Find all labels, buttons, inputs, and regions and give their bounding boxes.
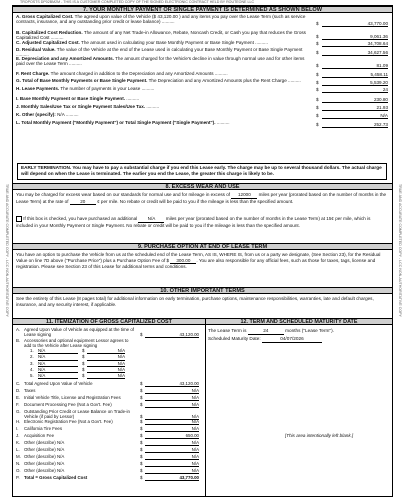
dollar-sign: $ xyxy=(140,401,143,407)
item-letter: F. xyxy=(16,401,20,407)
item-letter: M. xyxy=(16,454,21,459)
item-label: Outstanding Prior Credit or Lease Balance on Trade-in Vehicle (if paid by Lessor) xyxy=(24,408,130,419)
item-label: Other (describe) N/A xyxy=(24,454,65,459)
item-amount: N/A xyxy=(145,447,199,453)
excess-wear-text-3: ¢ per mile. No rebate or credit will be paid to you if the mileage is less than the specified amount. xyxy=(97,198,294,204)
dollar-sign: $ xyxy=(140,433,143,438)
dollar-sign: $ xyxy=(316,63,319,68)
item-amount: 43,120.00 xyxy=(145,381,199,387)
item-amount: 650.00 xyxy=(145,433,199,439)
item-letter: P. xyxy=(16,475,20,480)
purchase-option-text-2: . You are also responsible for any official fees, such as those for taxes, tags, license and registration. Please see Section 23 of this Lease for additional terms and conditions. xyxy=(16,257,376,270)
payment-row-description: The value of the Vehicle at the end of the Lease used in calculating your Base Monthly Payment or Base Single Payment .......... xyxy=(16,47,303,58)
dollar-sign: $ xyxy=(316,122,319,127)
accessory-number: 1. xyxy=(30,348,34,353)
purchase-option-text-1: You have an option to purchase the Vehicle from us at the scheduled end of the Lease Term, AS IS, WHERE IS, from us or a party we designate, (See Section 23), for the Residual Value on line 7D above ("Purchase Price") plus a Purchase Option Fee of $ xyxy=(16,252,381,263)
payment-row-letter: C. xyxy=(16,40,21,45)
payment-row-letter: D. xyxy=(16,47,21,52)
payment-row-label xyxy=(16,112,306,117)
dollar-sign: $ xyxy=(316,87,319,92)
section-12-header: 12. TERM AND SCHEDULED MATURITY DATE xyxy=(205,318,392,325)
maturity-date-line xyxy=(208,336,390,343)
payment-row-amount: 34,708.64 xyxy=(322,41,388,47)
excess-mile-rate-value: 20 xyxy=(70,199,96,206)
left-margin-text: TRUE AND ACCURATE COMPLETED COPY - LCC NON-AUTHORITATIVE COPY xyxy=(5,183,9,317)
dollar-sign: $ xyxy=(140,332,143,337)
purchase-option-paragraph xyxy=(16,252,388,270)
column-divider xyxy=(205,325,206,496)
item-label: Other (describe) N/A xyxy=(24,468,65,473)
dollar-sign: $ xyxy=(140,454,143,459)
section-11-header: 11. ITEMIZATION OF GROSS CAPITALIZED COST xyxy=(13,318,205,325)
dollar-sign: $ xyxy=(140,461,143,466)
section-7-header: 7. YOUR MONTHLY PAYMENT OR SINGLE PAYMENT IS DETERMINED AS SHOWN BELOW xyxy=(13,6,392,13)
payment-row-description: The agreed upon value of the Vehicle ($ 43,120.00 ) and any items you pay over the Lease Term (such as service contracts, insurance, and any outstanding prior credit or lease balance) .......... xyxy=(16,14,306,25)
item-letter: N. xyxy=(16,461,21,466)
payment-row-label xyxy=(16,78,306,83)
dollar-sign: $ xyxy=(140,426,143,431)
lease-term-suffix: months ("Lease Term"). xyxy=(285,328,334,333)
item-letter: O. xyxy=(16,468,21,473)
purchase-option-fee-value: 300.00 xyxy=(170,258,196,265)
payment-row-title: Total Monthly Payment ("Monthly Payment") or Total Single Payment ("Single Payment"). xyxy=(21,120,216,125)
item-label: Other (describe) N/A xyxy=(24,461,65,466)
early-termination-text: EARLY TERMINATION. You may have to pay a substantial charge if you end this Lease early. The charge may be up to several thousand dollars. The actual charge will depend on when the Lease is terminated. The earlier you end the Lease, the greater this charge is likely to be. xyxy=(21,165,382,176)
early-termination-box xyxy=(17,163,387,180)
dollar-sign: $ xyxy=(140,468,143,473)
item-amount: N/A xyxy=(145,402,199,408)
payment-row-title: Residual Value. xyxy=(21,47,56,52)
payment-row-description: .......... xyxy=(215,120,230,125)
item-label: Other (describe) N/A xyxy=(24,440,65,445)
payment-row-description: The amount charged for the Vehicle's decline in value through normal use and for other items paid over the Lease Term .......... xyxy=(16,56,305,67)
payment-row-letter: L. xyxy=(16,120,21,125)
accessory-amount: N/A xyxy=(87,348,125,354)
payment-row-description: The number of payments in your Lease .......... xyxy=(59,86,155,91)
payment-row-amount: 5,539.20 xyxy=(322,80,388,86)
payment-row-amount: 9,061.36 xyxy=(322,34,388,40)
payment-row-amount: 34,627.56 xyxy=(322,50,388,56)
item-amount: N/A xyxy=(145,414,199,420)
item-label: Other (describe) N/A xyxy=(24,447,65,452)
section-10-header: 10. OTHER IMPORTANT TERMS xyxy=(13,287,392,294)
lease-term-label: The Lease Term is xyxy=(208,328,247,333)
dollar-sign: $ xyxy=(316,50,319,55)
dollar-sign: $ xyxy=(316,41,319,46)
item-amount: N/A xyxy=(145,461,199,467)
payment-row-title: Other (specify): xyxy=(21,112,56,117)
dollar-sign: $ xyxy=(316,34,319,39)
payment-row-amount: N/A xyxy=(322,113,388,119)
item-letter: L. xyxy=(16,447,20,452)
lease-term-value: 24 xyxy=(248,328,284,335)
excess-wear-text-1: You may be charged for excess wear based on our standards for normal use and for mileage in excess of xyxy=(16,192,231,197)
payment-row-letter: K. xyxy=(16,112,21,117)
dollar-sign: $ xyxy=(140,440,143,445)
item-amount: N/A xyxy=(145,426,199,432)
accessory-name: N/A xyxy=(38,361,78,367)
payment-row-amount: 43,770.00 xyxy=(322,21,388,27)
payment-row-label xyxy=(16,96,306,101)
dollar-sign: $ xyxy=(316,80,319,85)
maturity-date-label: Scheduled Maturity Date: xyxy=(208,336,261,341)
item-amount: N/A xyxy=(145,440,199,446)
item-letter: B. xyxy=(16,337,21,343)
additional-miles-text-1: If this box is checked, you have purchased an additional xyxy=(23,216,138,222)
document-header-line: TROPOSTS DP02BM2M - THIS IS A CUSTOMER COMPLETED COPY OF THE SIGNED ELECTRONIC CONTRACT HELD BY ROUTEONE LLC xyxy=(20,0,255,4)
dollar-sign: $ xyxy=(140,394,143,400)
payment-row-letter: F. xyxy=(16,71,20,76)
payment-row-amount: 81.09 xyxy=(322,63,388,69)
accessory-number: 5. xyxy=(30,373,34,379)
excess-wear-text-2: miles per year (prorated based on the number of months in the Lease Term) at the rate of xyxy=(16,192,387,204)
item-amount: 43,120.00 xyxy=(145,332,199,338)
payment-row-label xyxy=(16,86,306,91)
dollar-sign: $ xyxy=(82,373,85,379)
blank-area-note: [This area intentionally left blank.] xyxy=(285,433,354,438)
maturity-date-value: 04/07/2026 xyxy=(262,336,322,343)
payment-row-title: Adjusted Capitalized Cost. xyxy=(21,40,80,45)
item-letter: A. xyxy=(16,327,21,332)
item-label: Taxes xyxy=(24,387,36,393)
accessory-name: N/A xyxy=(38,367,78,373)
payment-row-title: Total of Base Monthly Payments or Base Single Payment. xyxy=(22,78,148,83)
payment-row-title: Base Monthly Payment or Base Single Payment. xyxy=(19,96,126,101)
dollar-sign: $ xyxy=(140,387,143,393)
accessory-amount: N/A xyxy=(87,354,125,360)
accessory-number: 2. xyxy=(30,354,34,360)
dollar-sign: $ xyxy=(140,447,143,452)
item-amount: N/A xyxy=(145,388,199,394)
payment-row-description: The amount used in calculating your Base Monthly Payment or Base Single Payment .......... xyxy=(79,40,268,45)
payment-row-title: Rent Charge. xyxy=(20,71,50,76)
additional-miles-value: N/A xyxy=(138,216,164,223)
payment-row-title: Lease Payments. xyxy=(21,86,60,91)
payment-row-title: Gross Capitalized Cost. xyxy=(21,14,74,19)
item-letter: C. xyxy=(16,380,21,386)
item-label: Acquisition Fee xyxy=(24,433,55,438)
payment-row-letter: E. xyxy=(16,56,21,61)
item-label: California Tire Fees xyxy=(24,426,63,431)
other-terms-paragraph: See the entirety of this Lease (8 pages total) for additional information on early termination, purchase options, maintenance responsibilities, warranties, late and default charges, insurance, and any security interest, if applicable. xyxy=(16,296,374,307)
item-letter: E. xyxy=(16,394,21,400)
payment-row-amount: 21.93 xyxy=(322,105,388,111)
payment-row-description: The Depreciation and any Amortized Amounts plus the Rent Charge .......... xyxy=(147,78,301,83)
dollar-sign: $ xyxy=(140,475,143,480)
dollar-sign: $ xyxy=(82,354,85,360)
payment-row-label xyxy=(16,14,306,25)
accessory-number: 4. xyxy=(30,366,34,372)
right-margin-text: TRUE AND ACCURATE COMPLETED COPY - LCC NON-AUTHORITATIVE COPY xyxy=(398,183,402,317)
payment-row-label xyxy=(16,120,306,125)
payment-row-letter: A. xyxy=(16,14,21,19)
dollar-sign: $ xyxy=(316,21,319,26)
item-letter: K. xyxy=(16,440,21,445)
dollar-sign: $ xyxy=(82,360,85,366)
payment-row-description: N/A .......... xyxy=(55,112,79,117)
accessory-name: N/A xyxy=(38,348,78,354)
item-letter: D. xyxy=(16,387,21,393)
section-9-header: 9. PURCHASE OPTION AT END OF LEASE TERM xyxy=(13,243,392,250)
dollar-sign: $ xyxy=(316,113,319,118)
payment-row-description: .......... xyxy=(145,104,160,109)
dollar-sign: $ xyxy=(316,97,319,102)
accessory-amount: N/A xyxy=(87,361,125,367)
item-amount: 43,770.00 xyxy=(145,475,199,481)
payment-row-title: Capitalized Cost Reduction. xyxy=(21,30,83,35)
payment-row-description: .......... xyxy=(125,96,140,101)
dollar-sign: $ xyxy=(140,419,143,424)
payment-row-label xyxy=(16,40,306,45)
payment-row-letter: G. xyxy=(16,78,21,83)
accessory-number: 3. xyxy=(30,360,34,366)
section-8-header: 8. EXCESS WEAR AND USE xyxy=(13,183,392,190)
payment-row-label xyxy=(16,71,306,76)
item-amount: N/A xyxy=(145,468,199,474)
item-amount: N/A xyxy=(145,419,199,425)
item-letter: G. xyxy=(16,408,21,414)
payment-row-letter: H. xyxy=(16,86,21,91)
item-label: Initial Vehicle Title, License and Registration Fees xyxy=(24,394,121,400)
payment-row-title: Depreciation and any Amortized Amounts. xyxy=(21,56,114,61)
dollar-sign: $ xyxy=(140,380,143,386)
payment-row-label xyxy=(16,56,306,67)
payment-row-letter: I. xyxy=(16,96,19,101)
lease-term-line xyxy=(208,328,390,335)
additional-miles-text-2: miles per year (prorated based on the number of months in the Lease Term) at 15¢ per mile, which is included in your Monthly Payment or Single Payment. No rebate or credit will be paid to you if the mileage is less than the specified amount. xyxy=(16,216,371,228)
payment-row-amount: 230.80 xyxy=(322,97,388,103)
additional-miles-paragraph xyxy=(16,216,388,228)
item-letter: I. xyxy=(16,426,19,431)
payment-row-description: The amount charged in addition to the Depreciation and any Amortized Amounts .......... xyxy=(49,71,228,76)
item-label: Document Processing Fee (Not a Gov't. Fee) xyxy=(24,401,112,407)
item-label: Accessories and optional equipment Lessor agrees to add to the Vehicle after Lease signing xyxy=(24,337,129,348)
payment-row-label xyxy=(16,104,306,109)
dollar-sign: $ xyxy=(316,72,319,77)
payment-row-description: The amount of any Net Trade-in Allowance, Rebate, Noncash Credit, or Cash you pay that reduces the Gross Capitalized Cost .......... xyxy=(16,30,306,41)
item-amount: N/A xyxy=(145,454,199,460)
additional-miles-checkbox[interactable] xyxy=(16,216,22,222)
dollar-sign: $ xyxy=(82,348,85,353)
dollar-sign: $ xyxy=(82,366,85,372)
payment-row-title: Monthly Sales/Use Tax or Single Payment Sales/Use Tax. xyxy=(21,104,146,109)
payment-row-amount: 24 xyxy=(322,87,388,93)
excess-wear-paragraph xyxy=(16,192,388,205)
item-label: Total = Gross Capitalized Cost xyxy=(24,475,88,480)
accessory-name: N/A xyxy=(38,354,78,360)
item-amount: N/A xyxy=(145,395,199,401)
item-letter: H. xyxy=(16,419,21,424)
accessory-amount: N/A xyxy=(87,373,125,379)
item-label: Agreed Upon Value of Vehicle as equipped at the time of Lease signing xyxy=(24,327,135,338)
dollar-sign: $ xyxy=(140,413,143,419)
payment-row-letter: J. xyxy=(16,104,20,109)
payment-row-letter: B. xyxy=(16,30,21,35)
item-label: Total Agreed Upon Value of Vehicle xyxy=(24,380,93,386)
accessory-name: N/A xyxy=(38,373,78,379)
accessory-amount: N/A xyxy=(87,367,125,373)
payment-row-amount: 5,458.11 xyxy=(322,72,388,78)
mileage-allowance-value: 12000 xyxy=(231,192,257,199)
dollar-sign: $ xyxy=(316,105,319,110)
item-letter: J. xyxy=(16,433,20,438)
payment-row-amount: 252.73 xyxy=(322,122,388,128)
item-label: Electronic Registration Fee (Not a Gov't. Fee) xyxy=(24,419,113,424)
